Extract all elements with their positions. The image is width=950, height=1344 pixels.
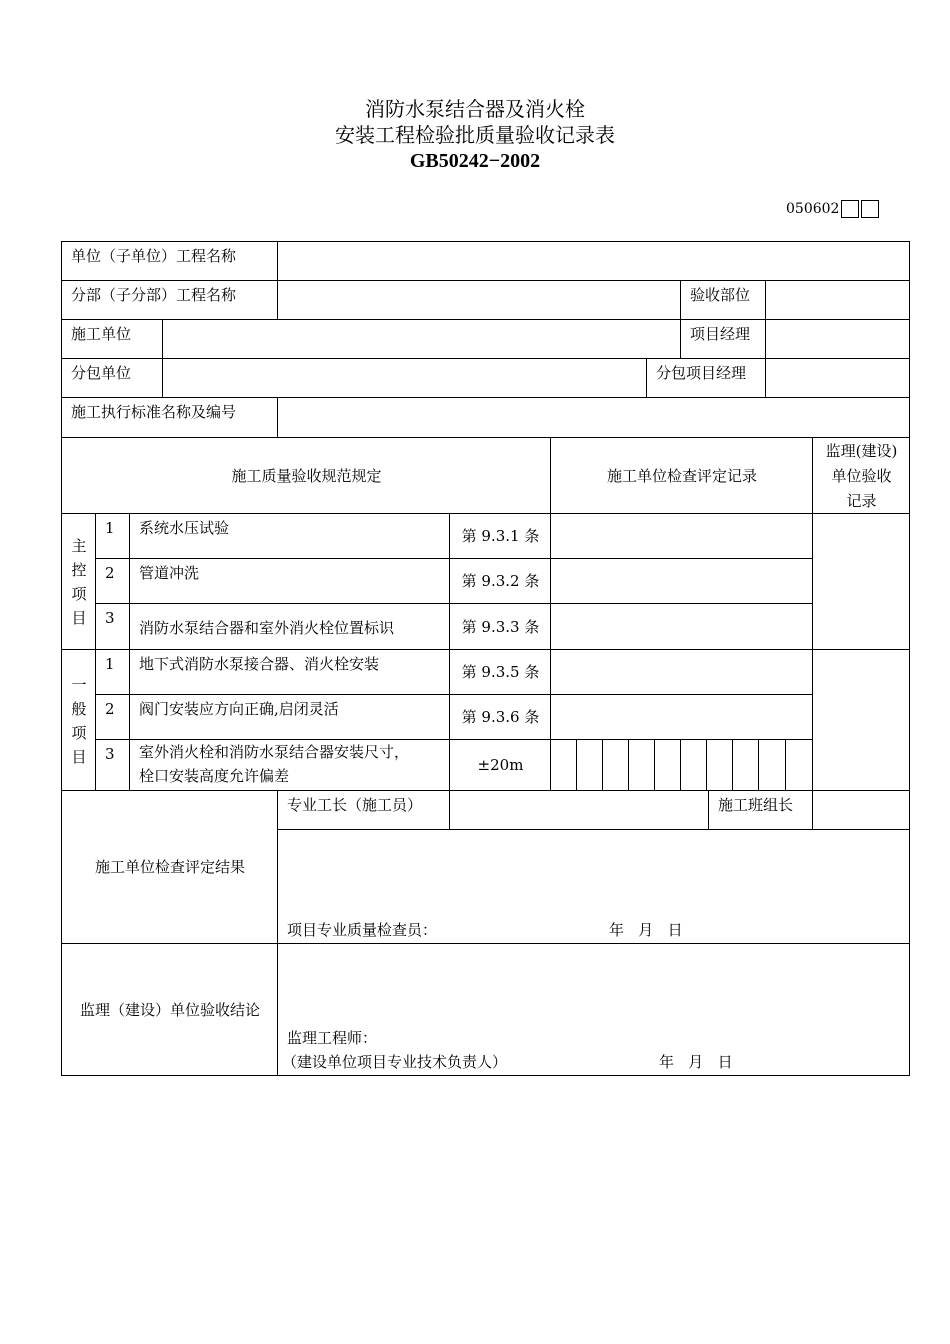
acceptance-part-field[interactable] <box>765 280 910 320</box>
general-row-3-item <box>129 739 450 791</box>
general-label-char: 目 <box>71 747 87 766</box>
general-items-label <box>61 649 96 791</box>
main-row-1-clause: 第 9.3.1 条 <box>449 513 551 559</box>
project-manager-field[interactable] <box>765 319 910 359</box>
form-title-line1: 消防水泵结合器及消火栓 <box>365 97 585 121</box>
general-items-supervision-cell[interactable] <box>812 649 910 791</box>
general-label-char: 项 <box>71 723 87 742</box>
form-code-number: 050602 <box>786 201 840 217</box>
general-row-2-record[interactable] <box>550 694 813 740</box>
foreman-label: 专业工长（施工员） <box>277 790 450 830</box>
measurement-cell[interactable] <box>576 739 603 791</box>
supervision-header-line3: 记录 <box>846 491 877 510</box>
main-row-2-no: 2 <box>95 558 130 604</box>
general-row-2-item: 阀门安装应方向正确,启闭灵活 <box>129 694 450 740</box>
main-row-3-no: 3 <box>95 603 130 650</box>
general-row-2-no: 2 <box>95 694 130 740</box>
main-label-char: 主 <box>71 537 87 555</box>
main-row-2-record[interactable] <box>550 558 813 604</box>
general-row-3-no: 3 <box>95 739 130 791</box>
measurement-cell[interactable] <box>732 739 759 791</box>
main-row-2-item: 管道冲洗 <box>129 558 450 604</box>
general-row-3-item-line1: 室外消火栓和消防水泵结合器安装尺寸， <box>139 743 410 761</box>
sub-project-name-field[interactable] <box>277 280 681 320</box>
construction-unit-field[interactable] <box>162 319 681 359</box>
supervision-header-line2: 单位验收 <box>831 466 892 485</box>
subcontract-unit-label: 分包单位 <box>61 358 163 398</box>
general-row-1-clause: 第 9.3.5 条 <box>449 649 551 695</box>
measurement-cell[interactable] <box>602 739 629 791</box>
supervision-column-header <box>812 437 910 514</box>
check-result-date: 年 月 日 <box>609 921 683 939</box>
table-right-border <box>909 241 910 1076</box>
main-items-supervision-cell[interactable] <box>812 513 910 650</box>
project-manager-label: 项目经理 <box>680 319 766 359</box>
form-code <box>786 198 879 220</box>
general-row-3-tolerance: ±20m <box>449 739 551 791</box>
measurement-cell[interactable] <box>785 739 813 791</box>
main-row-3-item: 消防水泵结合器和室外消火栓位置标识 <box>129 603 450 650</box>
main-label-char: 目 <box>71 609 87 627</box>
measurement-cell[interactable] <box>654 739 681 791</box>
quality-inspector-label: 项目专业质量检查员： <box>287 921 438 939</box>
acceptance-part-label: 验收部位 <box>680 280 766 320</box>
general-row-1-record[interactable] <box>550 649 813 695</box>
team-leader-label: 施工班组长 <box>708 790 813 830</box>
general-row-1-no: 1 <box>95 649 130 695</box>
form-title-line2: 安装工程检验批质量验收记录表 <box>335 123 615 147</box>
standard-code-title: GB50242−2002 <box>409 150 541 172</box>
spec-column-header: 施工质量验收规范规定 <box>61 437 551 514</box>
general-row-3-item-line2: 栓口安装高度允许偏差 <box>139 767 290 785</box>
unit-project-name-label: 单位（子单位）工程名称 <box>61 241 278 281</box>
measurement-cell[interactable] <box>628 739 655 791</box>
owner-representative-label: （建设单位项目专业技术负责人） <box>282 1053 508 1071</box>
measurement-cell[interactable] <box>706 739 733 791</box>
construction-unit-label: 施工单位 <box>61 319 163 359</box>
code-box-2[interactable] <box>861 200 879 218</box>
foreman-field[interactable] <box>449 790 709 830</box>
supervision-header-line1: 监理(建设) <box>825 441 898 460</box>
main-row-2-clause: 第 9.3.2 条 <box>449 558 551 604</box>
unit-project-name-field[interactable] <box>277 241 910 281</box>
table-bottom-border <box>61 1075 910 1076</box>
main-row-3-clause: 第 9.3.3 条 <box>449 603 551 650</box>
measurement-cell[interactable] <box>550 739 577 791</box>
main-label-char: 项 <box>71 585 87 603</box>
code-box-1[interactable] <box>841 200 859 218</box>
main-control-items-label <box>61 513 96 650</box>
subcontract-manager-field[interactable] <box>765 358 910 398</box>
general-label-char: 一 <box>71 675 87 694</box>
team-leader-field[interactable] <box>812 790 910 830</box>
standard-name-field[interactable] <box>277 397 910 438</box>
conclusion-date: 年 月 日 <box>659 1053 733 1071</box>
main-row-3-record[interactable] <box>550 603 813 650</box>
standard-name-label: 施工执行标准名称及编号 <box>61 397 278 438</box>
main-row-1-item: 系统水压试验 <box>129 513 450 559</box>
general-row-2-clause: 第 9.3.6 条 <box>449 694 551 740</box>
sub-project-name-label: 分部（子分部）工程名称 <box>61 280 278 320</box>
general-label-char: 般 <box>71 699 87 718</box>
check-record-column-header: 施工单位检查评定记录 <box>550 437 813 514</box>
general-row-1-item: 地下式消防水泵接合器、消火栓安装 <box>129 649 450 695</box>
measurement-cell[interactable] <box>758 739 786 791</box>
main-row-1-record[interactable] <box>550 513 813 559</box>
subcontract-unit-field[interactable] <box>162 358 647 398</box>
main-row-1-no: 1 <box>95 513 130 559</box>
supervision-conclusion-label: 监理（建设）单位验收结论 <box>61 943 278 1076</box>
supervision-engineer-label: 监理工程师： <box>287 1029 378 1047</box>
check-result-section-label: 施工单位检查评定结果 <box>61 790 278 944</box>
measurement-cell[interactable] <box>680 739 707 791</box>
subcontract-manager-label: 分包项目经理 <box>646 358 766 398</box>
main-label-char: 控 <box>71 561 87 579</box>
